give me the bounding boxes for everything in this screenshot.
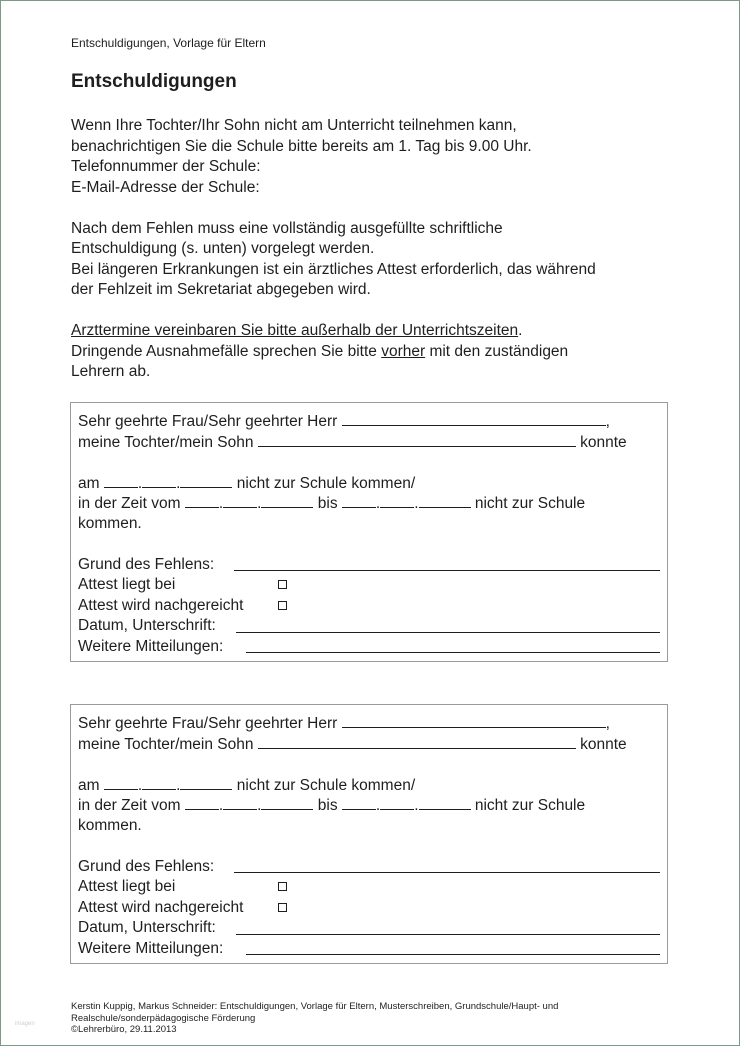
reason-row: Grund des Fehlens: [78,857,660,878]
reason-blank[interactable] [234,570,660,571]
child-row: meine Tochter/mein Sohn konnte [78,735,627,753]
child-row: meine Tochter/mein Sohn konnte [78,433,627,451]
intro-line: Lehrern ab. [71,363,151,380]
intro-line: E-Mail-Adresse der Schule: [71,178,260,196]
reason-blank[interactable] [234,872,660,873]
attest-present-row: Attest liegt bei [78,575,660,596]
to-day-blank[interactable] [342,795,376,810]
signature-row: Datum, Unterschrift: [78,918,660,939]
from-month-blank[interactable] [223,493,257,508]
checkbox[interactable] [278,903,287,912]
period-row: in der Zeit vom . . bis . . nicht zur Schule [78,495,586,512]
to-year-blank[interactable] [419,493,471,508]
name-blank[interactable] [342,411,606,426]
intro-line: Bei längeren Erkrankungen ist ein ärztliches Attest erforderlich, das während [71,260,596,278]
day-blank[interactable] [104,775,138,790]
signature-blank[interactable] [236,632,660,633]
attest-present-row: Attest liegt bei [78,877,660,898]
document-header: Entschuldigungen, Vorlage für Eltern [71,36,266,50]
year-blank[interactable] [180,775,232,790]
attest-later-row: Attest wird nachgereicht [78,898,660,919]
name-blank[interactable] [342,713,606,728]
period-row: in der Zeit vom . . bis . . nicht zur Schule [78,797,586,814]
form-text: kommen. [78,816,142,834]
checkbox[interactable] [278,580,287,589]
salutation-row: Sehr geehrte Frau/Sehr geehrter Herr , [78,715,610,732]
to-month-blank[interactable] [380,795,414,810]
to-year-blank[interactable] [419,795,471,810]
month-blank[interactable] [142,473,176,488]
to-month-blank[interactable] [380,493,414,508]
signature-row: Datum, Unterschrift: [78,616,660,637]
to-day-blank[interactable] [342,493,376,508]
underlined-text: vorher [381,342,426,360]
notes-row: Weitere Mitteilungen: [78,637,660,658]
absence-form-2 [70,704,668,964]
from-day-blank[interactable] [185,493,219,508]
from-month-blank[interactable] [223,795,257,810]
attest-later-row: Attest wird nachgereicht [78,596,660,617]
date-row: am . . nicht zur Schule kommen/ [78,474,416,492]
page-title: Entschuldigungen [71,71,237,92]
footer-line: ©Lehrerbüro, 29.11.2013 [71,1024,177,1035]
form-text: kommen. [78,514,142,532]
intro-line: Dringende Ausnahmefälle sprechen Sie bitte vorher mit den zuständigen [71,342,569,360]
from-day-blank[interactable] [185,795,219,810]
day-blank[interactable] [104,473,138,488]
from-year-blank[interactable] [261,493,313,508]
document-footer [71,1001,558,1036]
notes-blank[interactable] [246,652,660,653]
intro-line: Telefonnummer der Schule: [71,158,261,175]
intro-line: der Fehlzeit im Sekretariat abgegeben wird. [71,281,371,298]
checkbox[interactable] [278,601,287,610]
year-blank[interactable] [180,473,232,488]
month-blank[interactable] [142,775,176,790]
reason-row: Grund des Fehlens: [78,555,660,576]
footer-line: Kerstin Kuppig, Markus Schneider: Entschuldigungen, Vorlage für Eltern, Musterschreiben, Grundschule/Haupt- und [71,1001,559,1012]
footer-line: Realschule/sonderpädagogische Förderung [71,1012,256,1024]
intro-line: Wenn Ihre Tochter/Ihr Sohn nicht am Unterricht teilnehmen kann, [71,117,517,134]
notes-blank[interactable] [246,954,660,955]
intro-line: benachrichtigen Sie die Schule bitte bereits am 1. Tag bis 9.00 Uhr. [71,137,532,155]
underlined-text: Arzttermine vereinbaren Sie bitte außerhalb der Unterrichtszeiten [71,322,519,339]
intro-line: Nach dem Fehlen muss eine vollständig ausgefüllte schriftliche [71,219,503,237]
intro-text [71,116,691,383]
from-year-blank[interactable] [261,795,313,810]
intro-line: Arzttermine vereinbaren Sie bitte außerhalb der Unterrichtszeiten. [71,322,523,339]
child-name-blank[interactable] [258,734,576,749]
watermark: imagen [15,1021,35,1027]
notes-row: Weitere Mitteilungen: [78,939,660,960]
checkbox[interactable] [278,882,287,891]
salutation-row: Sehr geehrte Frau/Sehr geehrter Herr , [78,413,610,430]
date-row: am . . nicht zur Schule kommen/ [78,776,416,794]
signature-blank[interactable] [236,934,660,935]
absence-form-1 [70,402,668,662]
intro-line: Entschuldigung (s. unten) vorgelegt werden. [71,240,375,257]
child-name-blank[interactable] [258,432,576,447]
